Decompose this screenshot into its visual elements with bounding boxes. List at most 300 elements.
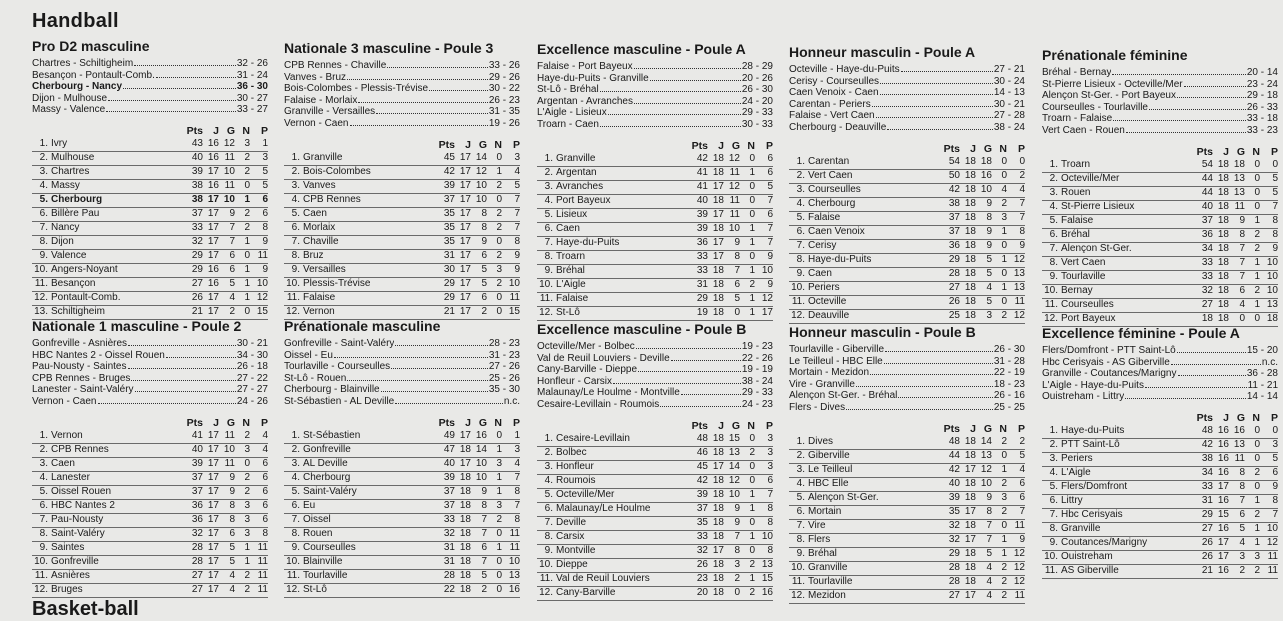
- points: 42: [948, 463, 960, 475]
- played: 18: [1217, 242, 1229, 254]
- team-name: Rouen: [303, 527, 333, 539]
- header-spacer: [284, 417, 303, 430]
- header-p: P: [260, 124, 268, 137]
- drawn: 2: [1001, 197, 1007, 209]
- section-prenationale-feminine: [1042, 47, 1278, 327]
- standings-row: [284, 542, 520, 556]
- rank: 9.: [39, 249, 48, 261]
- match-score: 34 - 30: [236, 349, 268, 361]
- result-line: [284, 72, 520, 84]
- lost: 9: [262, 235, 268, 247]
- standings-row: [1042, 425, 1278, 439]
- header-spacer: [51, 125, 181, 138]
- rank: 2.: [291, 443, 300, 455]
- points: 28: [443, 569, 455, 581]
- dot-leader: [381, 391, 488, 392]
- team-name: Pontault-Comb.: [51, 291, 121, 303]
- won: 10: [980, 477, 992, 489]
- match-label: Granville - Coutances/Marigny: [1042, 368, 1177, 380]
- standings-row: [284, 194, 520, 208]
- standings-row: [284, 500, 520, 514]
- drawn: 0: [1254, 312, 1260, 324]
- team-name: Haye-du-Puits: [1061, 424, 1125, 436]
- drawn: 0: [1001, 267, 1007, 279]
- lost: 12: [761, 292, 773, 304]
- drawn: 0: [1254, 158, 1260, 170]
- team-name: Caen: [556, 222, 580, 234]
- match-label: Massy - Valence: [32, 104, 106, 116]
- match-label: Ouistreham - Littry: [1042, 391, 1125, 403]
- team-name: Troarn: [556, 250, 586, 262]
- won: 0: [734, 586, 740, 598]
- points: 21: [443, 305, 455, 317]
- dot-leader: [98, 403, 236, 404]
- match-label: St-Pierre Lisieux - Octeville/Mer: [1042, 78, 1183, 90]
- rank: 7.: [39, 513, 48, 525]
- match-score: 38 - 24: [993, 121, 1025, 133]
- section-honneur-masc-a: [789, 44, 1025, 324]
- played: 16: [1217, 494, 1229, 506]
- points: 39: [696, 222, 708, 234]
- rank: 12.: [539, 306, 553, 318]
- standings-row: [537, 153, 773, 167]
- team-name: Periers: [1061, 452, 1093, 464]
- played: 17: [207, 499, 219, 511]
- points: 42: [443, 165, 455, 177]
- played: 18: [459, 527, 471, 539]
- header-pts: Pts: [438, 138, 455, 151]
- played: 18: [712, 446, 724, 458]
- result-line: [537, 84, 773, 96]
- match-label: Vanves - Bruz: [284, 71, 347, 83]
- lost: 9: [767, 250, 773, 262]
- drawn: 2: [1001, 505, 1007, 517]
- won: 11: [224, 151, 235, 163]
- played: 18: [964, 225, 976, 237]
- lost: 8: [1272, 228, 1278, 240]
- points: 37: [443, 485, 455, 497]
- points: 32: [443, 527, 455, 539]
- standings-row: [284, 208, 520, 222]
- header-spacer: [789, 423, 808, 436]
- played: 18: [1217, 214, 1229, 226]
- dot-leader: [1149, 109, 1246, 110]
- match-score: 28 - 23: [488, 338, 520, 349]
- result-line: [1042, 102, 1278, 114]
- standings-row: [32, 292, 268, 306]
- rank: 7.: [1049, 242, 1058, 254]
- standings-row: [32, 570, 268, 584]
- played: 18: [964, 491, 976, 503]
- rank: 7.: [544, 516, 553, 528]
- drawn: 2: [1001, 561, 1007, 573]
- drawn: 0: [749, 544, 755, 556]
- standings-row: [32, 458, 268, 472]
- points: 28: [191, 541, 203, 553]
- points: 37: [191, 207, 203, 219]
- played: 18: [712, 222, 724, 234]
- match-score: 33 - 27: [236, 104, 268, 116]
- rank: 1.: [39, 137, 48, 149]
- lost: 3: [514, 443, 520, 455]
- lost: 6: [262, 193, 268, 205]
- match-score: 30 - 24: [993, 75, 1025, 87]
- lost: 6: [1019, 491, 1025, 503]
- standings-row: [32, 556, 268, 570]
- match-score: 30 - 21: [236, 338, 268, 349]
- drawn: 1: [1001, 547, 1007, 559]
- dot-leader: [872, 106, 993, 107]
- drawn: 2: [1001, 435, 1007, 447]
- match-label: Vert Caen - Rouen: [1042, 124, 1125, 136]
- drawn: 3: [244, 443, 250, 455]
- played: 18: [1217, 158, 1229, 170]
- drawn: 0: [1254, 172, 1260, 184]
- standings-row: [789, 548, 1025, 562]
- rank: 8.: [1049, 522, 1058, 534]
- result-line: [284, 60, 520, 72]
- match-score: 18 - 23: [993, 378, 1025, 390]
- match-label: Lanester - Saint-Valéry: [32, 384, 134, 396]
- drawn: 1: [1254, 298, 1260, 310]
- team-name: Ouistreham: [1061, 550, 1113, 562]
- rank: 6.: [291, 221, 300, 233]
- dot-leader: [650, 80, 741, 81]
- standings-row: [537, 447, 773, 461]
- dot-leader: [638, 371, 741, 372]
- rank: 5.: [1049, 480, 1058, 492]
- won: 5: [986, 295, 992, 307]
- drawn: 2: [244, 151, 250, 163]
- team-name: Port Bayeux: [1061, 312, 1116, 324]
- rank: 11.: [286, 569, 300, 581]
- won: 9: [734, 502, 740, 514]
- team-name: Dieppe: [556, 558, 588, 570]
- played: 17: [207, 527, 219, 539]
- rank: 2.: [796, 449, 805, 461]
- won: 8: [481, 221, 487, 233]
- points: 40: [1201, 200, 1213, 212]
- lost: 9: [767, 278, 773, 290]
- standings-row: [1042, 285, 1278, 299]
- result-line: [32, 384, 268, 396]
- standings-row: [789, 464, 1025, 478]
- drawn: 0: [1001, 239, 1007, 251]
- team-name: Saintes: [51, 541, 85, 553]
- standings-header: [537, 140, 773, 153]
- standings-row: [789, 296, 1025, 310]
- points: 26: [1201, 536, 1213, 548]
- rank: 9.: [1049, 536, 1058, 548]
- team-name: Cherbourg: [303, 471, 351, 483]
- won: 18: [1233, 158, 1245, 170]
- team-name: Falaise: [556, 292, 589, 304]
- match-score: 25 - 25: [993, 401, 1025, 413]
- match-label: Honfleur - Carsix: [537, 375, 613, 387]
- team-name: Deauville: [808, 309, 850, 321]
- won: 9: [734, 236, 740, 248]
- team-name: Courseulles: [1061, 298, 1114, 310]
- standings-row: [537, 167, 773, 181]
- lost: 7: [767, 194, 773, 206]
- team-name: Caen: [303, 207, 327, 219]
- won: 2: [481, 583, 487, 595]
- rank: 12.: [791, 589, 805, 601]
- lost: 6: [262, 499, 268, 511]
- standings-row: [284, 444, 520, 458]
- section-title: Nationale 1 masculine - Poule 2: [32, 318, 242, 334]
- points: 38: [1201, 452, 1213, 464]
- won: 8: [1239, 466, 1245, 478]
- rank: 8.: [796, 533, 805, 545]
- dot-leader: [395, 345, 487, 346]
- match-label: Alençon St-Ger. - Port Bayeux: [1042, 90, 1176, 102]
- match-score: 27 - 22: [236, 372, 268, 384]
- section-excellence-masc-b: [537, 321, 773, 601]
- team-name: Eu: [303, 499, 316, 511]
- points: 28: [948, 267, 960, 279]
- drawn: 2: [1001, 575, 1007, 587]
- team-name: CPB Rennes: [51, 443, 109, 455]
- result-line: [284, 396, 520, 408]
- lost: 6: [767, 474, 773, 486]
- rank: 4.: [291, 471, 300, 483]
- standings-row: [537, 265, 773, 279]
- points: 34: [1201, 466, 1213, 478]
- match-score: 31 - 28: [993, 355, 1025, 367]
- lost: 7: [1272, 508, 1278, 520]
- won: 9: [229, 471, 235, 483]
- rank: 11.: [1044, 298, 1058, 310]
- won: 14: [980, 435, 992, 447]
- rank: 3.: [39, 165, 48, 177]
- played: 18: [712, 558, 724, 570]
- lost: 9: [262, 263, 268, 275]
- result-line: [32, 104, 268, 116]
- won: 7: [1239, 494, 1245, 506]
- match-score: 31 - 24: [236, 69, 268, 81]
- match-score: 30 - 22: [488, 83, 520, 95]
- lost: 12: [1013, 547, 1025, 559]
- played: 18: [459, 583, 471, 595]
- results-list: [1042, 67, 1278, 137]
- match-score: 31 - 35: [488, 106, 520, 118]
- match-score: 31 - 23: [488, 349, 520, 361]
- lost: 12: [1013, 253, 1025, 265]
- drawn: 2: [749, 278, 755, 290]
- rank: 9.: [39, 541, 48, 553]
- header-p: P: [512, 138, 520, 151]
- points: 31: [443, 541, 455, 553]
- dot-leader: [681, 394, 741, 395]
- points: 31: [696, 278, 708, 290]
- drawn: 2: [496, 221, 502, 233]
- standings-table: [32, 417, 268, 598]
- rank: 7.: [1049, 508, 1058, 520]
- points: 27: [1201, 298, 1213, 310]
- team-name: Haye-du-Puits: [808, 253, 872, 265]
- results-list: [32, 58, 268, 116]
- match-label: Oissel - Eu: [284, 349, 333, 361]
- standings-row: [284, 180, 520, 194]
- won: 7: [481, 513, 487, 525]
- rank: 11.: [1044, 564, 1058, 576]
- dot-leader: [1126, 132, 1246, 133]
- match-score: 32 - 26: [236, 58, 268, 69]
- header-j: J: [213, 416, 219, 429]
- match-score: 30 - 27: [236, 92, 268, 104]
- standings-header: [1042, 146, 1278, 159]
- won: 6: [229, 263, 235, 275]
- points: 39: [191, 165, 203, 177]
- match-label: Cerisy - Courseulles: [789, 75, 880, 87]
- rank: 7.: [291, 235, 300, 247]
- points: 26: [1201, 550, 1213, 562]
- header-spacer: [284, 139, 303, 152]
- lost: 4: [262, 429, 268, 441]
- won: 12: [728, 474, 740, 486]
- points: 38: [948, 197, 960, 209]
- won: 5: [229, 277, 235, 289]
- played: 18: [459, 485, 471, 497]
- standings-row: [537, 237, 773, 251]
- won: 7: [229, 235, 235, 247]
- lost: 6: [1019, 477, 1025, 489]
- standings-header: [32, 417, 268, 430]
- standings-row: [284, 166, 520, 180]
- lost: 6: [262, 471, 268, 483]
- won: 4: [986, 281, 992, 293]
- played: 17: [459, 193, 471, 205]
- match-label: Val de Reuil Louviers - Deville: [537, 352, 670, 364]
- played: 17: [964, 463, 976, 475]
- standings-row: [789, 198, 1025, 212]
- standings-header: [1042, 412, 1278, 425]
- standings-row: [284, 458, 520, 472]
- won: 10: [223, 193, 235, 205]
- drawn: 2: [244, 221, 250, 233]
- lost: 12: [1013, 309, 1025, 321]
- drawn: 0: [1254, 200, 1260, 212]
- lost: 9: [514, 249, 520, 261]
- header-n: N: [747, 139, 755, 152]
- team-name: Honfleur: [556, 460, 594, 472]
- team-name: Periers: [808, 281, 840, 293]
- team-name: Caen: [808, 267, 832, 279]
- dot-leader: [887, 129, 993, 130]
- team-name: Caen: [51, 457, 75, 469]
- drawn: 1: [244, 235, 250, 247]
- rank: 11.: [791, 575, 805, 587]
- rank: 6.: [796, 225, 805, 237]
- lost: 15: [256, 305, 268, 317]
- points: 35: [443, 221, 455, 233]
- lost: 10: [761, 530, 773, 542]
- standings-row: [284, 430, 520, 444]
- rank: 3.: [291, 457, 300, 469]
- result-line: [789, 110, 1025, 122]
- lost: 12: [1013, 575, 1025, 587]
- rank: 8.: [291, 249, 300, 261]
- points: 32: [1201, 284, 1213, 296]
- match-label: Vernon - Caen: [32, 395, 97, 407]
- team-name: Malaunay/Le Houlme: [556, 502, 651, 514]
- match-label: Octeville/Mer - Bolbec: [537, 341, 635, 352]
- standings-row: [32, 180, 268, 194]
- match-label: CPB Rennes - Bruges: [32, 372, 131, 384]
- played: 17: [459, 165, 471, 177]
- match-label: Gonfreville - Saint-Valéry: [284, 338, 395, 349]
- standings-row: [537, 181, 773, 195]
- team-name: Rouen: [1061, 186, 1091, 198]
- played: 18: [964, 449, 976, 461]
- played: 17: [207, 457, 219, 469]
- header-g: G: [731, 139, 740, 152]
- standings-row: [1042, 257, 1278, 271]
- team-name: Vanves: [303, 179, 336, 191]
- rank: 11.: [34, 277, 48, 289]
- lost: 7: [1019, 197, 1025, 209]
- dot-leader: [156, 77, 236, 78]
- drawn: 1: [1254, 256, 1260, 268]
- dot-leader: [901, 71, 993, 72]
- drawn: 2: [496, 207, 502, 219]
- team-name: Octeville/Mer: [1061, 172, 1120, 184]
- header-spacer: [1042, 412, 1061, 425]
- played: 17: [207, 443, 219, 455]
- points: 41: [696, 180, 708, 192]
- played: 18: [712, 488, 724, 500]
- won: 4: [986, 561, 992, 573]
- points: 25: [948, 309, 960, 321]
- standings-row: [537, 293, 773, 307]
- lost: 7: [514, 499, 520, 511]
- points: 26: [696, 558, 708, 570]
- match-label: Tourlaville - Giberville: [789, 344, 885, 355]
- played: 18: [964, 239, 976, 251]
- lost: 8: [514, 485, 520, 497]
- points: 31: [443, 555, 455, 567]
- standings-row: [32, 472, 268, 486]
- played: 17: [712, 460, 724, 472]
- match-label: Cherbourg - Nancy: [32, 81, 123, 93]
- played: 18: [459, 471, 471, 483]
- drawn: 3: [244, 137, 250, 149]
- standings-row: [1042, 467, 1278, 481]
- dot-leader: [395, 403, 503, 404]
- won: 7: [734, 264, 740, 276]
- standings-row: [284, 514, 520, 528]
- played: 17: [207, 305, 219, 317]
- lost: 11: [257, 249, 268, 261]
- rank: 3.: [796, 183, 805, 195]
- header-pts: Pts: [691, 139, 708, 152]
- team-name: Courseulles: [303, 541, 356, 553]
- drawn: 3: [496, 263, 502, 275]
- drawn: 2: [749, 446, 755, 458]
- rank: 10.: [286, 555, 300, 567]
- rank: 6.: [796, 505, 805, 517]
- lost: 4: [514, 165, 520, 177]
- rank: 9.: [291, 541, 300, 553]
- rank: 4.: [39, 471, 48, 483]
- result-line: [284, 338, 520, 350]
- standings-row: [789, 212, 1025, 226]
- result-line: [537, 376, 773, 388]
- team-name: Plessis-Trévise: [303, 277, 371, 289]
- standings-table: [789, 423, 1025, 604]
- match-label: Caen Venoix - Caen: [789, 87, 879, 99]
